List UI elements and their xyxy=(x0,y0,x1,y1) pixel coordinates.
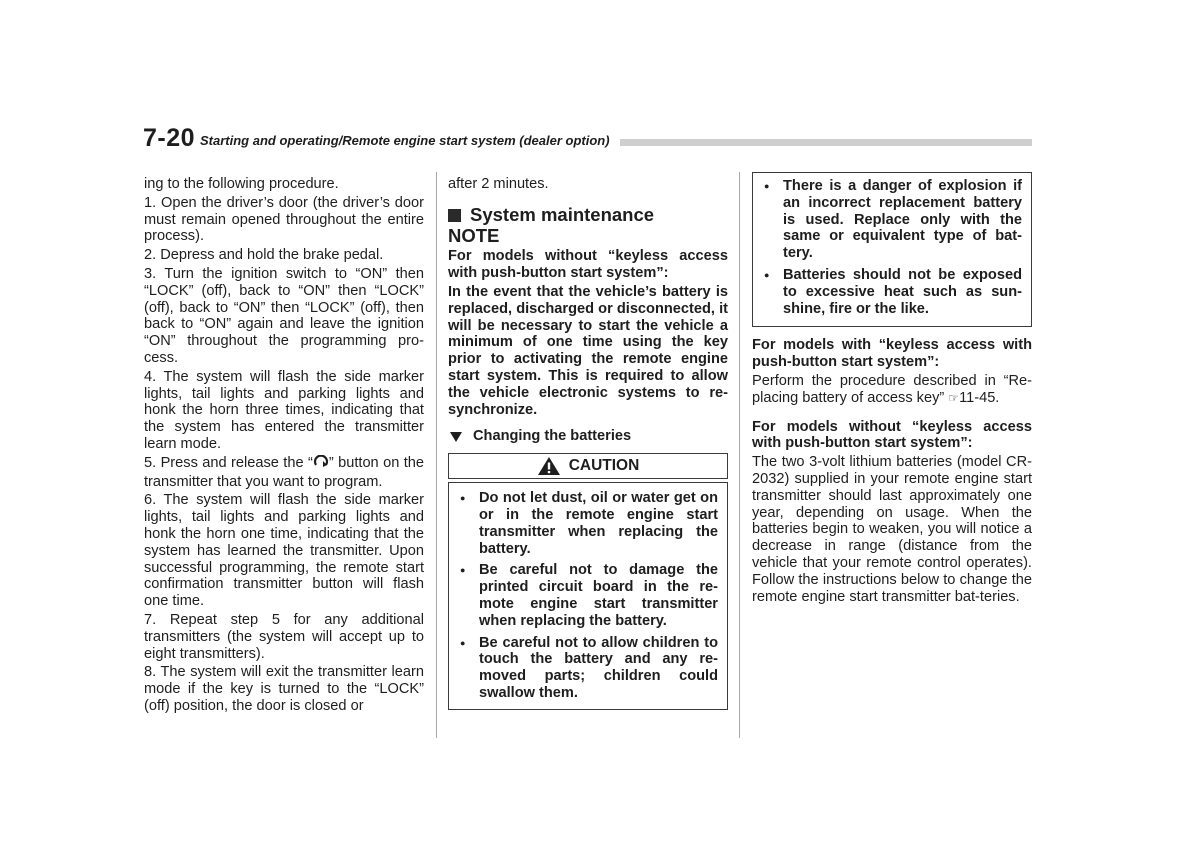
note-text: In the event that the vehicle’s battery is replaced, discharged or disconnected, it will be necessary to start the vehicle a minimum of one time using the key prior to activating the remote engine start system. This is required to allow the vehicle electronic systems to re-synchronize. xyxy=(448,283,728,418)
section-heading xyxy=(448,203,728,225)
caution-item: ● Do not let dust, oil or water get on or in the remote engine start transmitter when replacing the battery. xyxy=(458,490,718,557)
section-title: System maintenance xyxy=(470,203,655,225)
step-4: 4. The system will flash the side marker lights, tail lights and parking lights and honk the horn three times, indicating that the system has entered the transmitter learn mode. xyxy=(144,368,424,452)
column-left xyxy=(144,176,424,717)
note-heading: NOTE xyxy=(448,224,500,246)
step-7: 7. Repeat step 5 for any additional transmitters (the system will accept up to eight transmitters). xyxy=(144,611,424,662)
triangle-down-icon xyxy=(450,432,462,442)
paragraph: ing to the following procedure. xyxy=(144,176,339,192)
caution-box-continued xyxy=(752,172,1032,327)
caution-item: ● Be careful not to allow children to touch the battery and any re-moved parts; children could swallow them. xyxy=(458,635,718,702)
subsection-title: Changing the batteries xyxy=(473,428,632,445)
paragraph: The two 3-volt lithium batteries (model CR-2032) supplied in your remote engine start transmitter should last approximately one year, depending on usage. When the batteries begin to weaken, you will notice a decrease in range (distance from the vehicle that your remote control operates). Follow the instructions below to change the remote engine start transmitter bat-teries. xyxy=(752,454,1032,605)
warning-triangle-icon xyxy=(537,456,561,476)
step-8: 8. The system will exit the transmitter learn mode if the key is turned to the “LOCK” (off) position, the door is closed or xyxy=(144,664,424,714)
step-3: 3. Turn the ignition switch to “ON” then “LOCK” (off), back to “ON” then “LOCK” (off), back to “ON” then “LOCK” (off), then back to “ON” again and leave the ignition “ON” throughout the programming pro-cess. xyxy=(144,265,424,366)
condition-heading: For models without “keyless access with push-button start system”: xyxy=(752,418,1032,452)
caution-item: ● Batteries should not be exposed to excessive heat such as sun-shine, fire or the like. xyxy=(762,267,1022,317)
header-rule xyxy=(620,139,1032,146)
step-5-text-a: 5. Press and release the “ xyxy=(144,454,313,471)
caution-item: ● Be careful not to damage the printed circuit board in the re-mote engine start transmitter when replacing the battery. xyxy=(458,562,718,629)
page-header-title: Starting and operating/Remote engine start system (dealer option) xyxy=(200,133,610,148)
remote-start-button-icon xyxy=(313,455,329,474)
condition-heading: For models with “keyless access with push-button start system”: xyxy=(752,337,1032,371)
subsection-heading xyxy=(448,428,728,445)
caution-label: CAUTION xyxy=(568,456,640,474)
step-5-text-b: ” button on the transmitter that you want to program. xyxy=(144,454,424,490)
page-reference: 11-45. xyxy=(959,389,1000,406)
caution-box xyxy=(448,482,728,710)
step-2: 2. Depress and hold the brake pedal. xyxy=(144,247,384,264)
column-middle xyxy=(448,176,728,710)
paragraph: after 2 minutes. xyxy=(448,176,549,192)
paragraph xyxy=(752,373,1032,407)
caution-header xyxy=(448,453,728,479)
column-right xyxy=(752,172,1032,607)
page-number: 7-20 xyxy=(143,124,196,152)
section-square-icon xyxy=(448,209,461,222)
step-5 xyxy=(144,455,424,491)
column-divider xyxy=(739,172,740,738)
note-condition: For models without “keyless access with push-button start system”: xyxy=(448,248,728,282)
caution-item: ● There is a danger of explosion if an incorrect replacement battery is used. Replace only with the same or equivalent type of bat-tery. xyxy=(762,178,1022,262)
step-6: 6. The system will flash the side marker lights, tail lights and parking lights and honk the horn one time, indicating that the system has learned the transmitter. Upon successful programming, the remote start confirmation transmitter button will flash one time. xyxy=(144,492,424,610)
paragraph-text: Perform the procedure described in “Re-placing battery of access key” xyxy=(752,372,1032,406)
column-divider xyxy=(436,172,437,738)
step-1: 1. Open the driver’s door (the driver’s door must remain opened throughout the entire process). xyxy=(144,194,424,245)
page-reference-icon: ☞ xyxy=(948,390,960,405)
